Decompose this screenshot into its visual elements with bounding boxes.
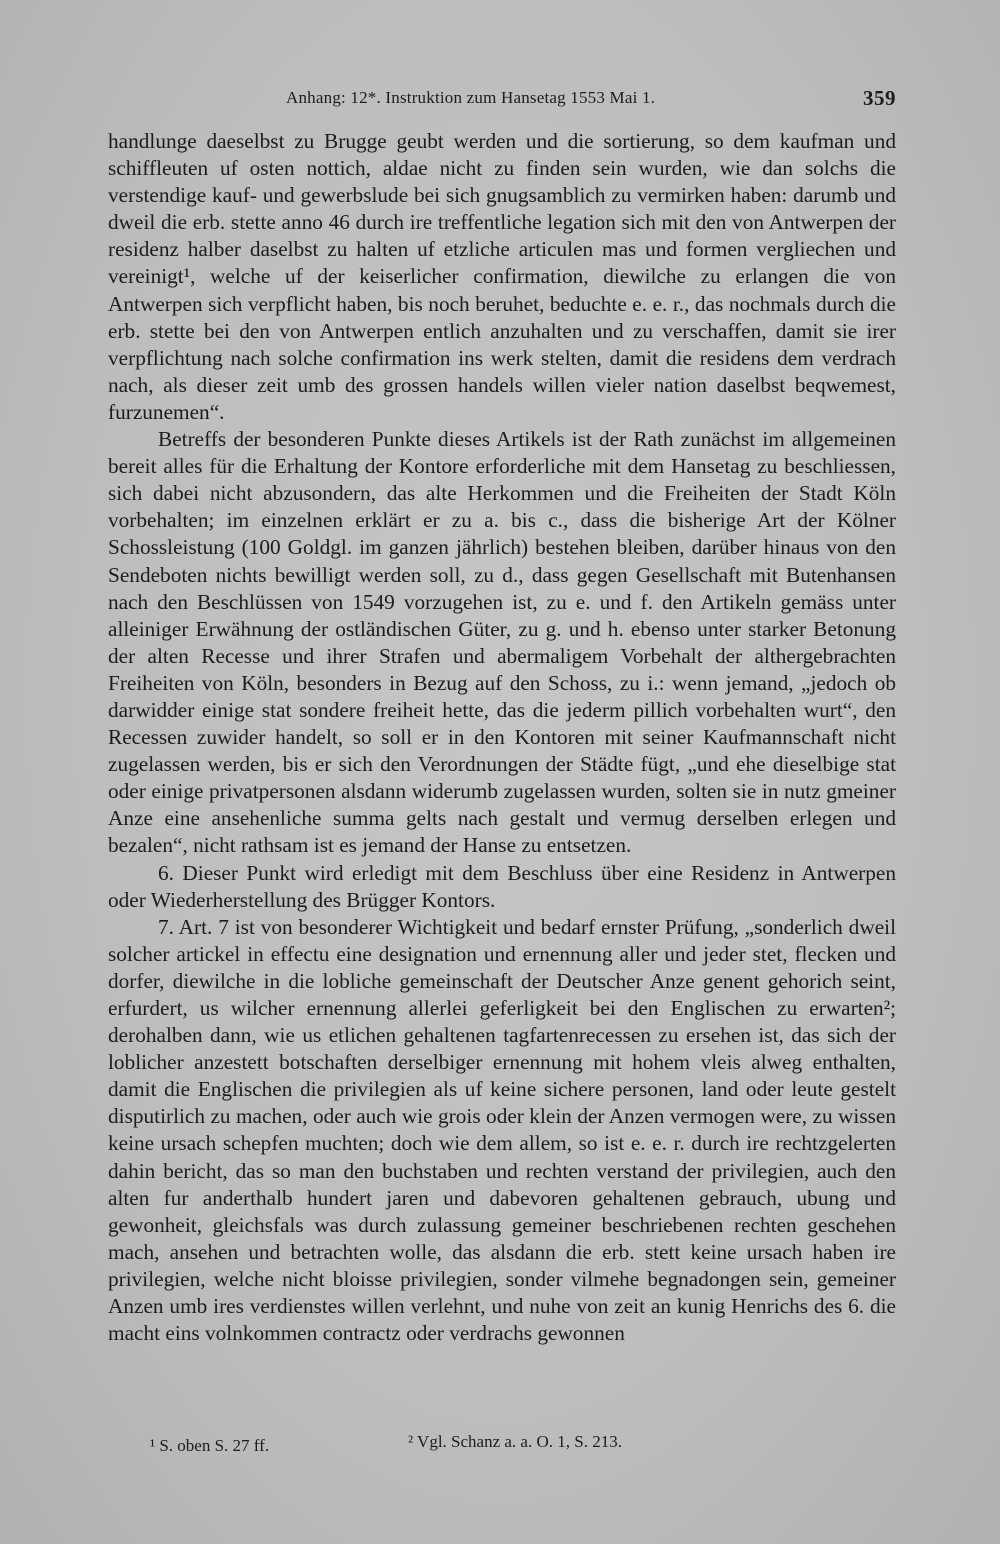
running-head [108,88,896,114]
paragraph-continuation: handlunge daeselbst zu Brugge geubt werden und die sortierung, so dem kaufman und schiffleuten uf osten nottich, aldae nicht zu finden sein wurden, wie dan solchs die verstendige kauf- und gewerbslude bei sich gnugsamblich zu vermirken haben: darumb und dweil die erb. stette anno 46 durch ire treffentliche legation sich mit den von Antwerpen der residenz halber daselbst zu halten uf etzliche articulen mas und formen vergliechen und vereinigt¹, welche uf der keiserlicher confirmation, diewilche zu erlangen die von Antwerpen sich verpflicht haben, bis noch beruhet, beduchte e. e. r., das nochmals durch die erb. stette bei den von Antwerpen entlich anzuhalten und zu verschaffen, damit sie irer verpflichtung nach solche confirmation ins werk stelten, damit die residens dem verdrach nach, als dieser zeit umb des grossen handels willen vieler nation daselbst beqwemest, furzunemen“. [108,129,896,424]
page-number: 359 [863,86,896,110]
paragraph-point-7: 7. Art. 7 ist von besonderer Wichtigkeit und bedarf ernster Prüfung, „sonderlich dweil solcher artickel in effectu eine designation und ernennung aller und jeder stet, flecken und dorfer, diewilche in die lobliche gemeinschaft der Deutscher Anze genent gehorich seint, erfurdert, us wilcher ernennung allerlei geferligkeit bei den Englischen zu erwarten²; derohalben dann, wie us etlichen gehaltenen tagfartenrecessen zu ersehen ist, das sich der loblicher anzestett botschaften derselbiger ernennung mit hohem vleis alweg enthalten, damit die Englischen die privilegien als uf keine sichere personen, land oder leute gestelt disputirlich zu machen, oder auch wie grois oder klein der Anzen vermogen were, zu wissen keine ursach schepfen muchten; doch wie dem allem, so ist e. e. r. durch ire rechtzgelerten dahin bericht, das so man den buchstaben und rechten verstand der privilegien, auch den alten fur anderthalb hundert jaren und dabevoren gehaltenen gebrauch, ubung und gewonheit, gleichsfals was durch zulassung gemeiner beschriebenen rechten geschehen mach, ansehen und betrachten wolle, das alsdann die erb. stett keine ursach haben ire privilegien, welche nicht bloisse privilegien, sonder vilmehe begnadongen sein, gemeiner Anzen umb ires verdienstes willen verlehnt, und nuhe von zeit an kunig Henrichs des 6. die macht eins volnkommen contractz oder verdrachs gewonnen [108,914,896,1346]
paragraph-summary: Betreffs der besonderen Punkte dieses Artikels ist der Rath zunächst im allgemeinen bereit alles für die Erhaltung der Kontore erforderliche mit dem Hansetag zu beschliessen, sich dabei nicht abzusondern, das alte Herkommen und die Freiheiten der Stadt Köln vorbehalten; im einzelnen erklärt er zu a. bis c., dass die bisherige Art der Kölner Schossleistung (100 Goldgl. im ganzen jährlich) bestehen bleiben, darüber hinaus von den Sendeboten nichts bewilligt werden soll, zu d., dass gegen Gesellschaft mit Butenhansen nach den Beschlüssen von 1549 vorzugehen ist, zu e. und f. den Artikeln gemäss unter alleiniger Erwähnung der ostländischen Güter, zu g. und h. ebenso unter starker Betonung der alten Recesse und ihrer Strafen und abermaligem Vorbehalt der althergebrachten Freiheiten von Köln, besonders in Bezug auf den Schoss, zu i.: wenn jemand, „jedoch ob darwidder einige stat sondere freiheit hette, das die jederm pillich vorbehalten wurt“, den Recessen zuwider handelt, so soll er in den Kontoren mit seiner Kaufmannschaft nicht zugelassen werden, bis er sich den Verordnungen der Städte fügt, „und ehe dieselbige stat oder einige privatpersonen alsdann widerumb zugelassen wurden, solten sie in nutz gmeiner Anze eine ansehenliche summa gelts nach gestalt und vermug derselben erlegen und bezalen“, nicht rathsam ist es jemand der Hanse zu entsetzen. [108,427,896,858]
footnote-1: ¹ S. oben S. 27 ff. [150,1436,270,1455]
body-text [108,128,896,1347]
footnote-2: ² Vgl. Schanz a. a. O. 1, S. 213. [408,1432,622,1451]
running-title: Anhang: 12*. Instruktion zum Hansetag 1553 Mai 1. [286,88,656,107]
paragraph-point-6: 6. Dieser Punkt wird erledigt mit dem Beschluss über eine Residenz in Antwerpen oder Wiederherstellung des Brügger Kontors. [108,860,896,912]
